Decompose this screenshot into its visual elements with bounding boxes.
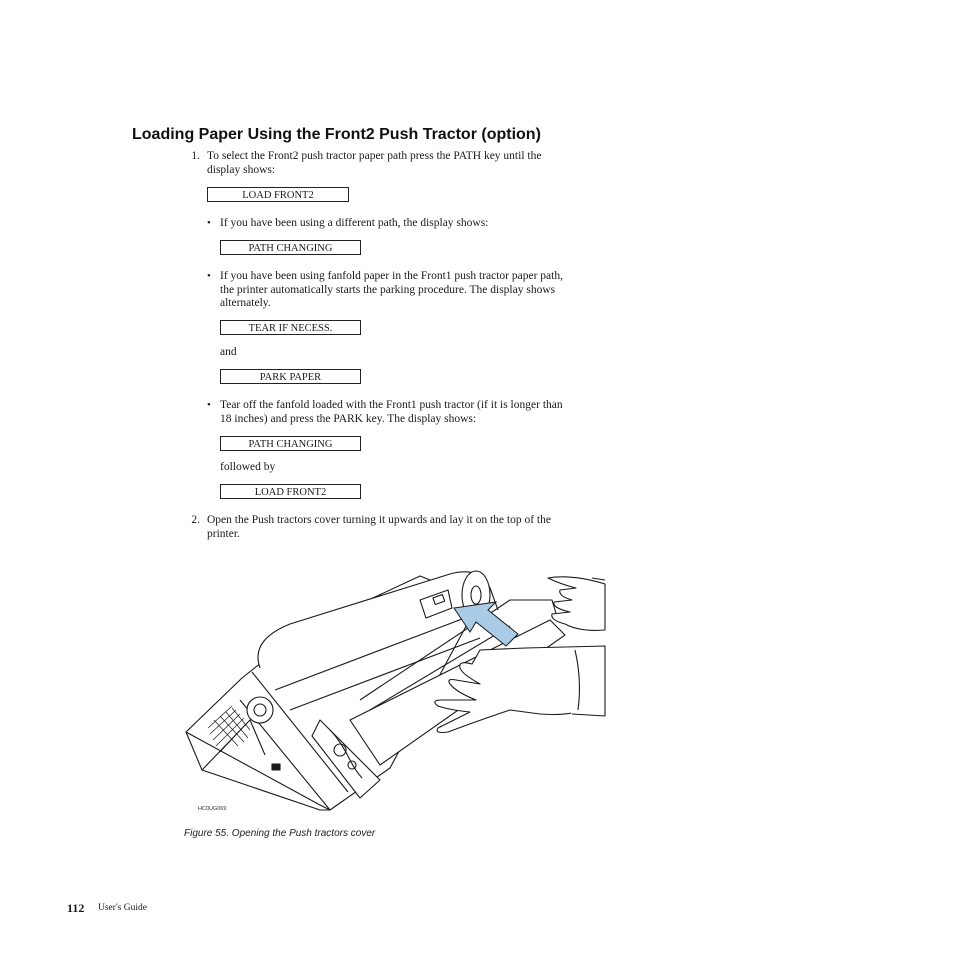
bullet-3-mark: •: [207, 399, 211, 411]
step-1-line-2: display shows:: [207, 163, 276, 176]
connector-and: and: [220, 346, 237, 358]
figure-caption: Figure 55. Opening the Push tractors cover: [184, 828, 376, 839]
display-park-paper: PARK PAPER: [220, 369, 361, 384]
display-load-front2-2: LOAD FRONT2: [220, 484, 361, 499]
running-footer-title: User's Guide: [98, 903, 147, 913]
step-2-line-2: printer.: [207, 527, 240, 540]
bullet-3-text: [220, 399, 563, 426]
step-1-line-1: To select the Front2 push tractor paper path press the PATH key until the: [207, 150, 542, 162]
bullet-2-text: [220, 270, 563, 311]
step-2-line-1: Open the Push tractors cover turning it upwards and lay it on the top of the: [207, 514, 551, 526]
bullet-3-line-1: Tear off the fanfold loaded with the Front1 push tractor (if it is longer than: [220, 399, 563, 411]
figure-code: HC0UG069: [198, 806, 227, 812]
step-2-text: [207, 514, 551, 541]
bullet-3-line-2: 18 inches) and press the PARK key. The display shows:: [220, 412, 477, 425]
printer-illustration: [180, 560, 610, 825]
step-1-number: 1.: [191, 150, 200, 162]
section-heading: Loading Paper Using the Front2 Push Tractor (option): [132, 126, 541, 143]
step-1-text: [207, 150, 541, 177]
display-path-changing-2: PATH CHANGING: [220, 436, 361, 451]
page-number: 112: [67, 901, 85, 915]
bullet-1-line-1: If you have been using a different path, the display shows:: [220, 217, 489, 229]
connector-followed-by: followed by: [220, 461, 276, 473]
display-tear-if-necess: TEAR IF NECESS.: [220, 320, 361, 335]
bullet-2-mark: •: [207, 270, 211, 282]
bullet-1-mark: •: [207, 217, 211, 229]
step-2-number: 2.: [191, 514, 200, 526]
bullet-2-line-3: alternately.: [220, 297, 271, 309]
bullet-2-line-2: the printer automatically starts the parking procedure. The display shows: [220, 283, 556, 296]
bullet-2-line-1: If you have been using fanfold paper in the Front1 push tractor paper path,: [220, 270, 563, 282]
display-path-changing: PATH CHANGING: [220, 240, 361, 255]
display-load-front2: LOAD FRONT2: [207, 187, 349, 202]
bullet-1-text: [220, 217, 488, 231]
printer-drawing: [180, 560, 610, 825]
